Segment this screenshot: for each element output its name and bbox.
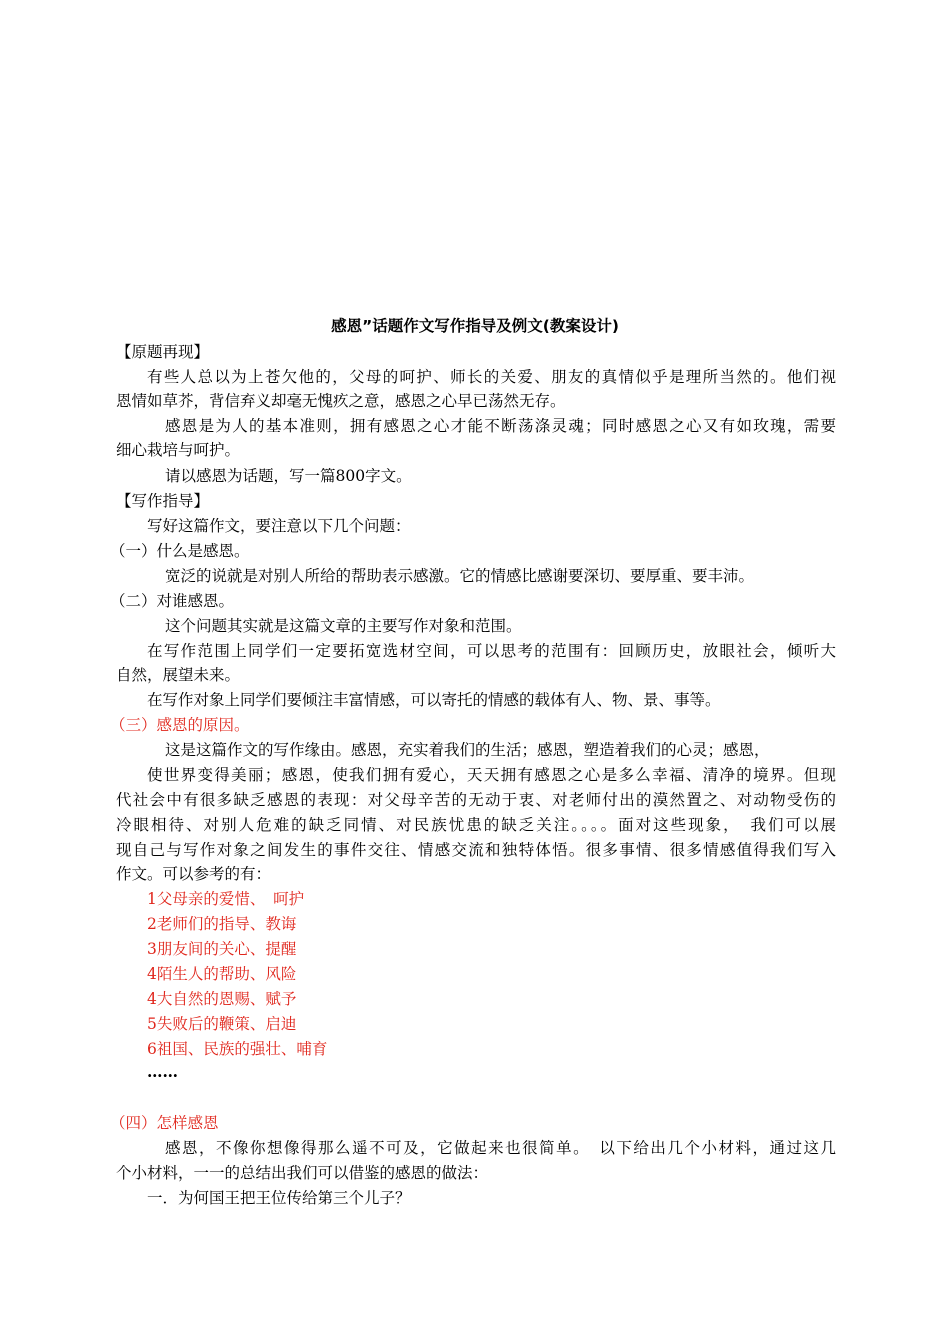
paragraph-line: 自然，展望未来。 [116, 666, 241, 684]
subheading-question-3: （三）感恩的原因。 [110, 716, 250, 734]
paragraph-line: 作文。可以参考的有： [116, 865, 272, 883]
subheading-question-1: （一）什么是感恩。 [110, 542, 250, 560]
ellipsis: …… [147, 1062, 178, 1081]
list-item: 5失败后的鞭策、启迪 [147, 1015, 297, 1033]
paragraph-line: 代社会中有很多缺乏感恩的表现：对父母辛苦的无动于衷、对老师付出的漠然置之、对动物受伤的 [116, 791, 836, 809]
paragraph-line: 这是这篇作文的写作缘由。感恩，充实着我们的生活；感恩，塑造着我们的心灵；感恩， [165, 741, 770, 759]
paragraph-line: 冷眼相待、对别人危难的缺乏同情、对民族忧患的缺乏关注。。。。面对这些现象， 我们可以展 [116, 816, 836, 834]
paragraph-line: 有些人总以为上苍欠他的，父母的呵护、师长的关爱、朋友的真情似乎是理所当然的。他们视 [147, 368, 836, 386]
document-title: 感恩”话题作文写作指导及例文(教案设计) [331, 317, 619, 335]
paragraph-line: 感恩，不像你想像得那么遥不可及，它做起来也很简单。 以下给出几个小材料，通过这几 [165, 1139, 836, 1157]
paragraph-line: 写好这篇作文，要注意以下几个问题： [147, 517, 411, 535]
section-heading-writing-guide: 【写作指导】 [116, 492, 210, 510]
paragraph-line: 一．为何国王把王位传给第三个儿子？ [147, 1189, 411, 1207]
paragraph-line: 恩情如草芥，背信弃义却毫无愧疚之意，感恩之心早已荡然无存。 [116, 392, 566, 410]
subheading-question-2: （二）对谁感恩。 [110, 592, 235, 610]
paragraph-line: 细心栽培与呵护。 [116, 441, 241, 459]
paragraph-line: 请以感恩为话题，写一篇800字文。 [165, 467, 412, 485]
paragraph-line: 使世界变得美丽；感恩，使我们拥有爱心，天天拥有感恩之心是多么幸福、清净的境界。但现 [147, 766, 836, 784]
subheading-question-4: （四）怎样感恩 [110, 1114, 219, 1132]
paragraph-line: 在写作对象上同学们要倾注丰富情感，可以寄托的情感的载体有人、物、景、事等。 [147, 691, 721, 709]
list-item: 3朋友间的关心、提醒 [147, 940, 297, 958]
list-item: 4陌生人的帮助、风险 [147, 965, 297, 983]
list-item: 1父母亲的爱惜、 呵护 [147, 890, 305, 908]
paragraph-line: 个小材料，一一的总结出我们可以借鉴的感恩的做法： [116, 1164, 489, 1182]
list-item: 4大自然的恩赐、赋予 [147, 990, 297, 1008]
section-heading-original-question: 【原题再现】 [116, 343, 210, 361]
paragraph-line: 在写作范围上同学们一定要拓宽选材空间，可以思考的范围有：回顾历史，放眼社会，倾听大 [147, 642, 836, 660]
list-item: 2老师们的指导、教诲 [147, 915, 297, 933]
list-item: 6祖国、民族的强壮、哺育 [147, 1040, 328, 1058]
paragraph-line: 这个问题其实就是这篇文章的主要写作对象和范围。 [165, 617, 522, 635]
paragraph-line: 感恩是为人的基本准则，拥有感恩之心才能不断荡涤灵魂；同时感恩之心又有如玫瑰，需要 [165, 417, 836, 435]
paragraph-line: 现自己与写作对象之间发生的事件交往、情感交流和独特体悟。很多事情、很多情感值得我们写入 [116, 841, 836, 859]
paragraph-line: 宽泛的说就是对别人所给的帮助表示感激。它的情感比感谢要深切、要厚重、要丰沛。 [165, 567, 755, 585]
